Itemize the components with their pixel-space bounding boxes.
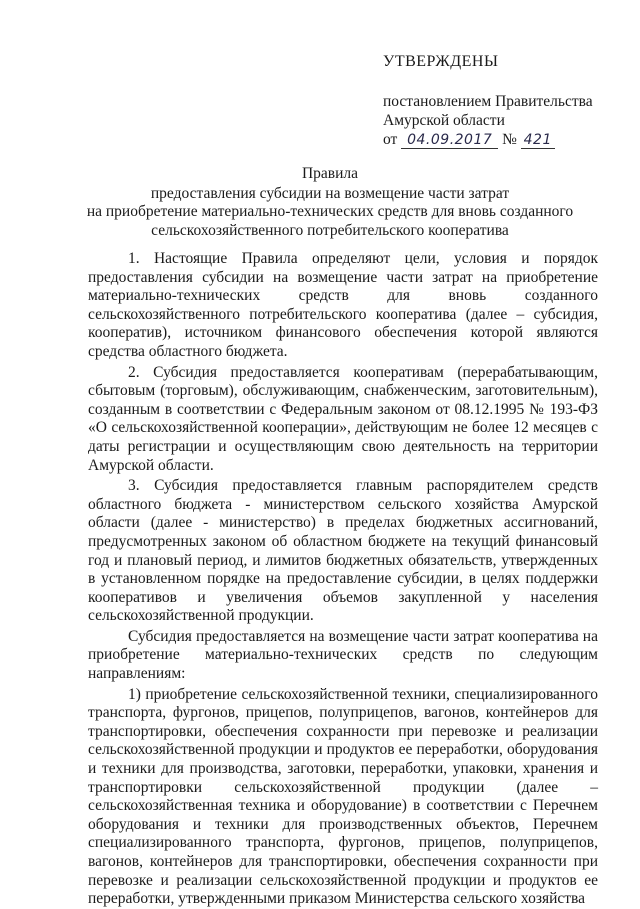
approval-date-line	[383, 130, 613, 149]
handwritten-date: 04.09.2017	[407, 132, 493, 148]
title-line-2: на приобретение материально-технических средств для вновь созданного	[86, 203, 574, 220]
title-main: Правила	[301, 165, 359, 182]
approval-line-2: Амурской области	[383, 112, 505, 129]
approval-title: УТВЕРЖДЕНЫ	[383, 53, 499, 70]
paragraph-2: 2. Субсидия предоставляется кооперативам (перерабатывающим, сбытовым (торговым), обслуживающим, снабженческим, заготовительным), созданным в соответствии с Федеральным законом от 08.12.1995 № 193-ФЗ «О сельскохозяйственной кооперации», действующим не более 12 месяцев с даты регистрации и осуществляющим свою деятельность на территории Амурской области.	[88, 363, 598, 474]
title-line-3: сельскохозяйственного потребительского кооператива	[151, 221, 509, 239]
approval-stamp	[383, 52, 613, 149]
approval-line-1: постановлением Правительства	[383, 93, 593, 110]
date-blank	[401, 132, 498, 149]
handwritten-number: 421	[523, 132, 552, 148]
title-line-1: предоставления субсидии на возмещение части затрат	[150, 184, 510, 202]
document-title	[60, 165, 600, 240]
number-sign: №	[502, 131, 517, 148]
date-prefix: от	[383, 131, 398, 148]
paragraph-3: 3. Субсидия предоставляется главным распорядителем средств областного бюджета - министерством сельского хозяйства Амурской области (далее - министерство) в пределах бюджетных ассигнований, предусмотренных законом об областном бюджете на текущий финансовый год и плановый период, и лимитов бюджетных обязательств, утвержденных в установленном порядке на предоставление субсидии, в целях поддержки кооперативов и увеличения объемов закупленной у населения сельскохозяйственной продукции.	[88, 477, 598, 625]
document-body	[88, 250, 598, 909]
paragraph-1: 1. Настоящие Правила определяют цели, условия и порядок предоставления субсидии на возмещение части затрат на приобретение материально-технических средств для вновь созданного сельскохозяйственного потребительского кооператива (далее – субсидия, кооператив), источником финансового обеспечения которой являются средства областного бюджета.	[88, 250, 598, 360]
paragraph-5: 1) приобретение сельскохозяйственной техники, специализированного транспорта, фургонов, прицепов, полуприцепов, вагонов, контейнеров для транспортировки, обеспечения сохранности при перевозке и реализации сельскохозяйственной продукции и продуктов ее переработки, оборудования и техники для производства, заготовки, переработки, упаковки, хранения и транспортировки сельскохозяйственной продукции (далее – сельскохозяйственная техника и оборудование) в соответствии с Перечнем оборудования и техники для производственных объектов, Перечнем специализированного транспорта, фургонов, прицепов, полуприцепов, вагонов, контейнеров для транспортировки, обеспечения сохранности при перевозке и реализации сельскохозяйственной продукции и продуктов ее переработки, утвержденными приказом Министерства сельского хозяйства	[88, 685, 598, 908]
paragraph-4: Субсидия предоставляется на возмещение части затрат кооператива на приобретение материально-технических средств по следующим направлениям:	[88, 627, 598, 683]
number-blank	[521, 132, 555, 149]
